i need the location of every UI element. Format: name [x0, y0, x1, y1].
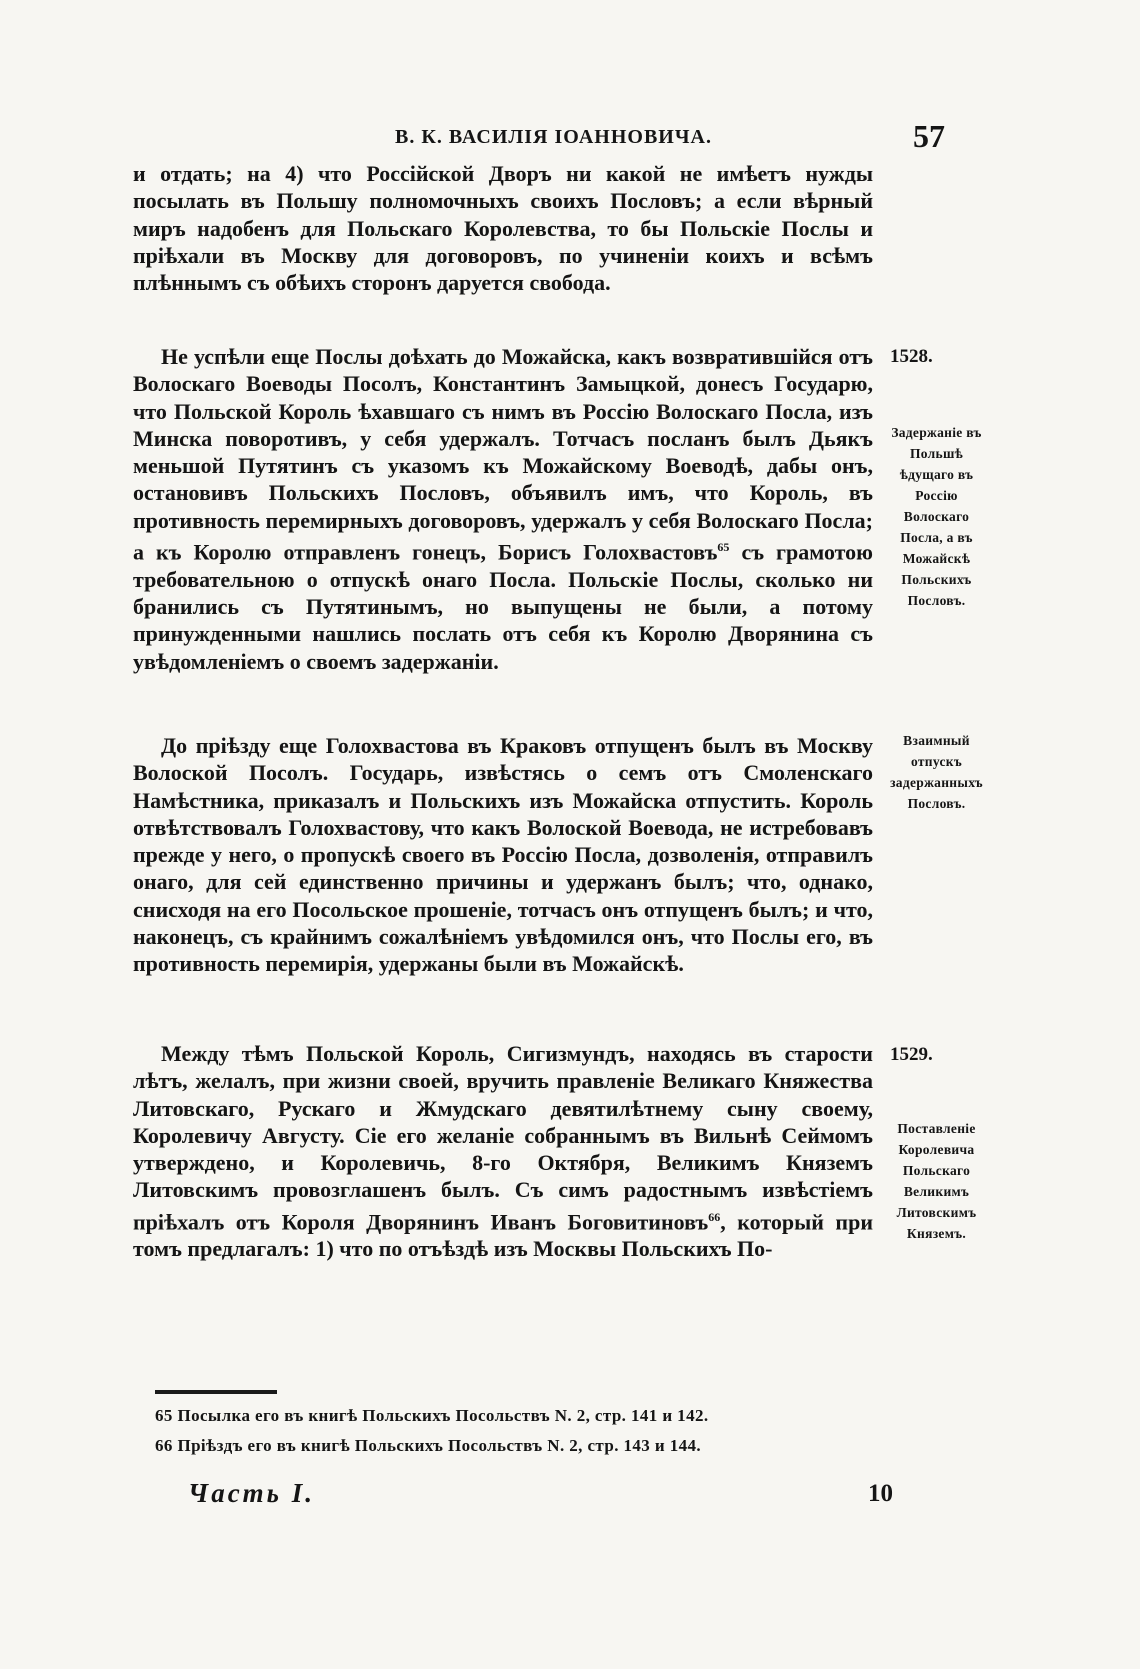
margin-note-release: Взаимный отпускъ задержанныхъ Пословъ.	[890, 733, 983, 811]
paragraph-text	[133, 1040, 873, 1263]
footnote-66: 66 Пріѣздъ его въ книгѣ Польскихъ Посольствъ N. 2, стр. 143 и 144.	[155, 1436, 702, 1455]
paragraph-3	[133, 732, 873, 978]
volume-part-label: Часть I.	[188, 1478, 316, 1508]
footnote-rule	[155, 1390, 277, 1394]
margin-year-1529: 1529.	[890, 1044, 933, 1065]
paragraph-text: и отдать; на 4) что Россійской Дворъ ни какой не имѣетъ нужды посылать въ Польшу полномочныхъ своихъ Пословъ; а если вѣрный миръ надобенъ для Польскаго Королевства, то бы Польскіе Послы и пріѣхали въ Москву для договоровъ, по учиненіи коихъ и всѣмъ плѣннымъ съ обѣихъ сторонъ даруется свобода.	[133, 161, 873, 296]
footnote-mark-65: 65	[717, 540, 730, 555]
signature-mark: 10	[868, 1480, 893, 1507]
margin-year-1528: 1528.	[890, 346, 933, 367]
running-title: В. К. ВАСИЛІЯ ІОАННОВИЧА.	[395, 126, 712, 148]
paragraph-text-part: съ грамотою требовательною о отпускѣ онаго Посла. Польскіе Послы, сколько ни бранились съ Путятинымъ, но выпущены не были, а потому принужденными нашлись послать отъ себя къ Королю Дворянина съ увѣдомленіемъ о своемъ задержаніи.	[133, 539, 873, 674]
margin-note-installation: Поставленіе Королевича Польскаго Великимъ Литовскимъ Княземъ.	[896, 1121, 977, 1241]
paragraph-2	[133, 343, 873, 675]
paragraph-text: До пріѣзду еще Голохвастова въ Краковъ отпущенъ былъ въ Москву Волоской Посолъ. Государь, извѣстясь о семъ отъ Смоленскаго Намѣстника, приказалъ и Польскихъ изъ Можайска отпустить. Король отвѣтствовалъ Голохвастову, что какъ Волоской Воевода, не истребовавъ прежде у него, о пропускѣ своего въ Россію Посла, дозволенія, отправилъ онаго, для сей единственно причины и удержанъ былъ; что, однако, снисходя на его Посольское прошеніе, тотчасъ онъ отпущенъ былъ; и что, наконецъ, съ крайнимъ сожалѣніемъ увѣдомился онъ, что Послы его, въ противность перемирія, удержаны были въ Можайскѣ.	[133, 733, 873, 977]
paragraph-text-part: Не успѣли еще Послы доѣхать до Можайска, какъ возвратившійся отъ Волоскаго Воеводы Посолъ, Константинъ Замыцкой, донесъ Государю, что Польской Король ѣхавшаго съ нимъ въ Россію Волоскаго Посла, изъ Минска поворотивъ, у себя удержалъ. Тотчасъ посланъ былъ Дьякъ меньшой Путятинъ съ указомъ къ Можайскому Воеводѣ, дабы онъ, остановивъ Польскихъ Пословъ, объявилъ имъ, что Король, въ противность перемирныхъ договоровъ, удержалъ у себя Волоскаго Посла; а къ Королю отправленъ гонецъ, Борисъ Голохвастовъ	[133, 344, 873, 565]
footnote-65: 65 Посылка его въ книгѣ Польскихъ Посольствъ N. 2, стр. 141 и 142.	[155, 1406, 709, 1425]
running-header	[130, 118, 945, 158]
page-number: 57	[913, 118, 945, 154]
paragraph-text	[133, 343, 873, 675]
paragraph-text-part: Между тѣмъ Польской Король, Сигизмундъ, находясь въ старости лѣтъ, желалъ, при жизни своей, вручить правленіе Великаго Княжества Литовскаго, Рускаго и Жмудскаго девятилѣтнему сыну своему, Королевичу Августу. Сіе его желаніе собраннымъ въ Вильнѣ Сеймомъ утверждено, и Королевичь, 8-го Октября, Великимъ Княземъ Литовскимъ провозглашенъ былъ. Съ симъ радостнымъ извѣстіемъ пріѣхалъ отъ Короля Дворянинъ Иванъ Боговитиновъ	[133, 1041, 873, 1235]
paragraph-4	[133, 1040, 873, 1263]
margin-note-detention: Задержаніе въ Польшѣ ѣдущаго въ Россію Волоскаго Посла, а въ Можайскѣ Польскихъ Пословъ.	[891, 425, 982, 608]
paragraph-text-part: , который при томъ предлагалъ: 1) что по отъѣздѣ изъ Москвы Польскихъ По-	[133, 1209, 873, 1262]
footnote-mark-66: 66	[708, 1209, 721, 1224]
paragraph-1	[133, 160, 873, 296]
